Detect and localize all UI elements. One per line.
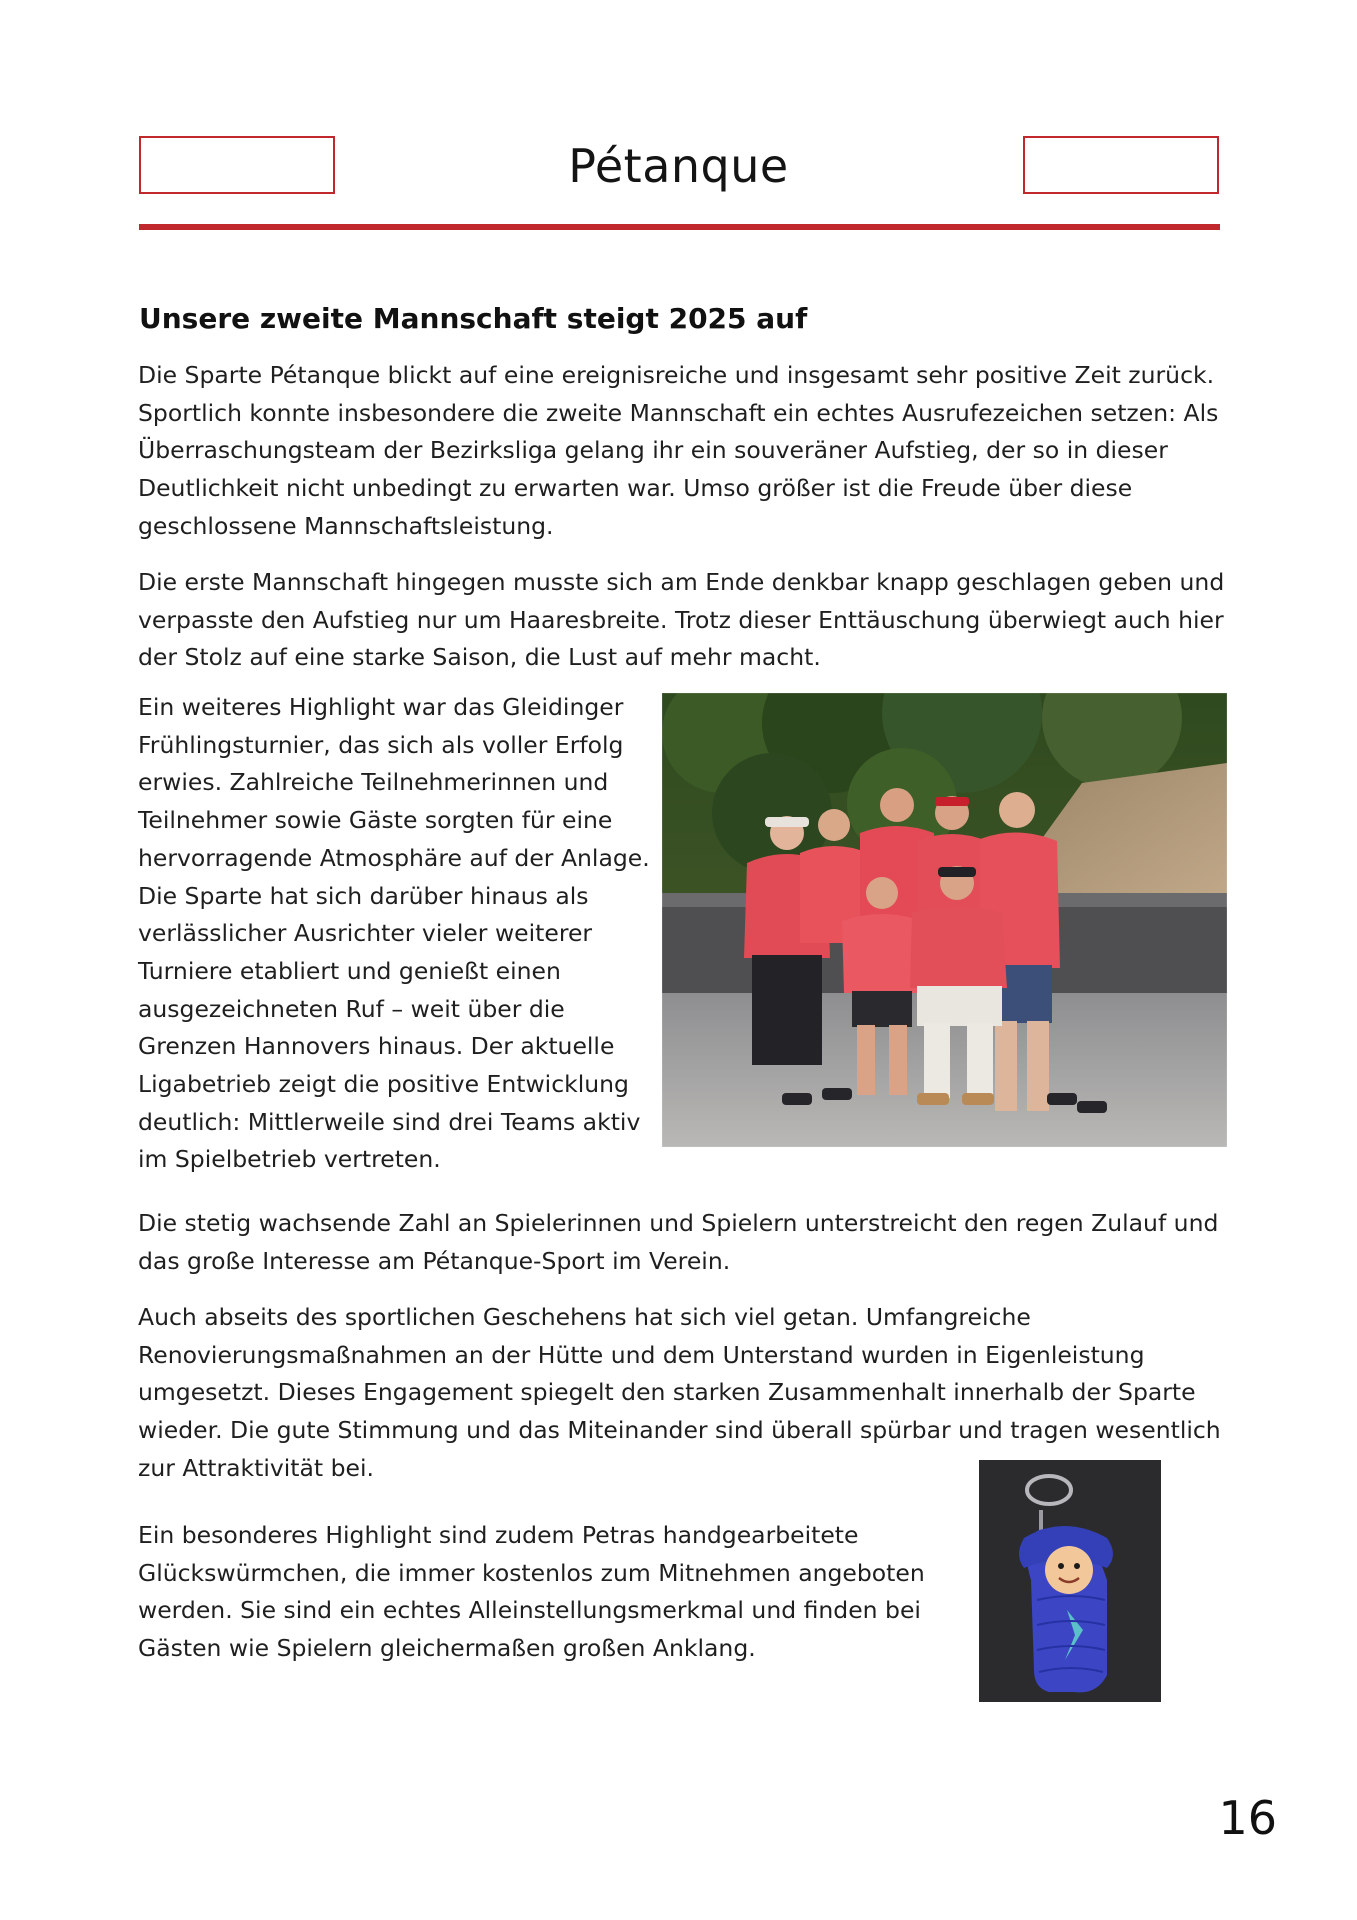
team-photo [662, 693, 1227, 1147]
paragraph-tournament: Ein weiteres Highlight war das Gleidinger Frühlingsturnier, das sich als voller Erfolg erwies. Zahlreiche Teilnehmerinnen und Teilnehmer sowie Gäste sorgten für eine hervorragende Atmosphäre auf der Anlage. Die Sparte hat sich darüber hinaus als verlässlicher Ausrichter vieler weiterer Turniere etabliert und genießt einen ausgezeichneten Ruf – weit über die Grenzen Hannovers hinaus. Der aktuelle Ligabetrieb zeigt die positive Entwicklung deutlich: Mittlerweile sind drei Teams aktiv im Spielbetrieb vertreten. [138, 693, 650, 1174]
page-title: Pétanque [568, 139, 789, 193]
paragraph-renovation: Auch abseits des sportlichen Geschehens hat sich viel getan. Umfangreiche Renovierungsmaßnahmen an der Hütte und dem Unterstand wurden in Eigenleistung umgesetzt. Dieses Engagement spiegelt den starken Zusammenhalt innerhalb der Sparte wieder. Die gute Stimmung und das Miteinander sind überall spürbar und tragen wesentlich zur Attraktivität bei. [138, 1303, 1221, 1482]
paragraph-first-team: Die erste Mannschaft hingegen musste sich am Ende denkbar knapp geschlagen geben und verpasste den Aufstieg nur um Haaresbreite. Trotz dieser Enttäuschung überwiegt auch hier der Stolz auf eine starke Saison, die Lust auf mehr macht. [138, 568, 1225, 672]
paragraph-lucky-worms: Ein besonderes Highlight sind zudem Petras handgearbeitete Glückswürmchen, die immer kostenlos zum Mitnehmen angeboten werden. Sie sind ein echtes Alleinstellungsmerkmal und finden bei Gästen wie Spielern gleichermaßen großen Anklang. [138, 1521, 925, 1663]
paragraph-intro: Die Sparte Pétanque blickt auf eine ereignisreiche und insgesamt sehr positive Zeit zurück. Sportlich konnte insbesondere die zweite Mannschaft ein echtes Ausrufezeichen setzen: Als Überraschungsteam der Bezirksliga gelang ihr ein souveräner Aufstieg, der so in dieser Deutlichkeit nicht unbedingt zu erwarten war. Umso größer ist die Freude über diese geschlossene Mannschaftsleistung. [138, 361, 1219, 540]
paragraph-growth: Die stetig wachsende Zahl an Spielerinnen und Spielern unterstreicht den regen Zulauf und das große Interesse am Pétanque-Sport im Verein. [138, 1209, 1219, 1275]
title-divider [139, 224, 1220, 230]
lucky-worm-photo [979, 1460, 1161, 1702]
page-number: 16 [1218, 1791, 1277, 1845]
header-frame-right [1023, 136, 1219, 194]
article-headline: Unsere zweite Mannschaft steigt 2025 auf [139, 302, 808, 335]
